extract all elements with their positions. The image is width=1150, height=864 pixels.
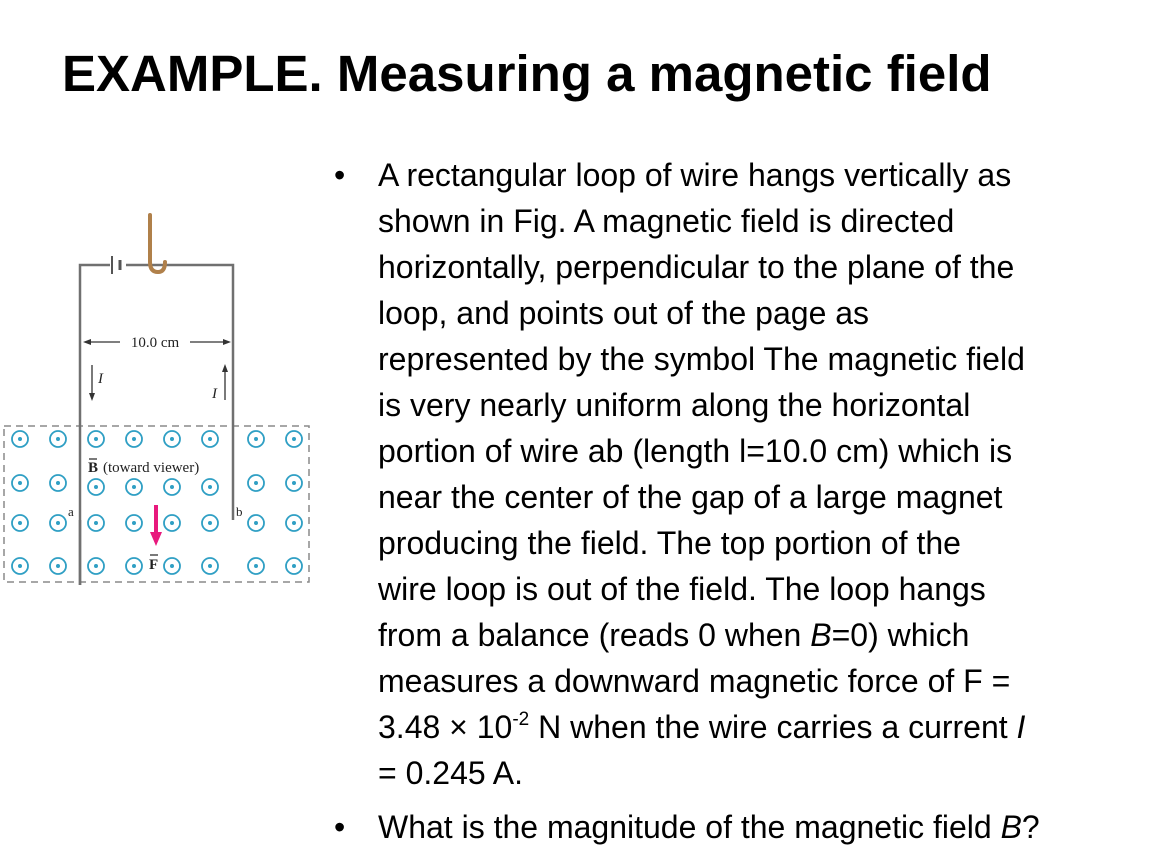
field-dot-icon	[56, 564, 60, 568]
field-dot-icon	[170, 521, 174, 525]
field-dot-icon	[254, 481, 258, 485]
text-line: shown in Fig. A magnetic field is directed	[378, 203, 955, 239]
text-fragment: 3.48 × 10	[378, 709, 513, 745]
text-line	[378, 704, 1118, 750]
field-symbol-grid	[12, 431, 302, 574]
field-dot-icon	[170, 485, 174, 489]
field-dot-icon	[170, 437, 174, 441]
text-line: is very nearly uniform along the horizontal	[378, 387, 971, 423]
field-dot-icon	[18, 521, 22, 525]
field-dot-icon	[56, 521, 60, 525]
text-line: A rectangular loop of wire hangs vertically as	[378, 157, 1012, 193]
text-fragment: What is the magnitude of the magnetic field	[378, 809, 1001, 845]
bullet-list	[334, 152, 1118, 850]
field-dot-icon	[170, 564, 174, 568]
text-line: loop, and points out of the page as	[378, 295, 870, 331]
field-dot-icon	[292, 564, 296, 568]
text-line: wire loop is out of the field. The loop hangs	[378, 571, 986, 607]
text-line: horizontally, perpendicular to the plane of the	[378, 249, 1015, 285]
field-dot-icon	[132, 521, 136, 525]
field-dot-icon	[254, 521, 258, 525]
exponent: -2	[512, 709, 530, 730]
field-dot-icon	[208, 485, 212, 489]
text-line: portion of wire ab (length l=10.0 cm) which is	[378, 433, 1013, 469]
current-up-arrowhead-icon	[222, 364, 228, 372]
variable-B: B	[1000, 809, 1022, 845]
text-line: = 0.245 A.	[378, 755, 524, 791]
text-line	[378, 804, 1118, 850]
dimension-left-arrow-icon	[83, 339, 91, 345]
bullet-problem-statement	[334, 152, 1118, 796]
text-line	[378, 612, 1118, 658]
field-dot-icon	[208, 437, 212, 441]
field-dot-icon	[132, 485, 136, 489]
field-dot-icon	[18, 481, 22, 485]
field-dot-icon	[292, 437, 296, 441]
field-dot-icon	[18, 437, 22, 441]
loop-in-magnetic-field-figure	[0, 200, 320, 600]
current-left-label: I	[98, 371, 103, 387]
current-right-label: I	[212, 386, 217, 402]
point-b-label: b	[236, 504, 243, 519]
text-fragment: ?	[1021, 809, 1040, 845]
width-label: 10.0 cm	[130, 335, 180, 351]
current-down-arrowhead-icon	[89, 393, 95, 401]
field-dot-icon	[94, 485, 98, 489]
text-fragment: from a balance (reads 0 when	[378, 617, 811, 653]
bullet-marker: •	[334, 157, 346, 193]
variable-I: I	[1016, 709, 1026, 745]
bullet-marker: •	[334, 809, 346, 845]
field-dot-icon	[254, 564, 258, 568]
field-label-symbol: B	[88, 460, 99, 476]
field-dot-icon	[208, 564, 212, 568]
field-dot-icon	[292, 521, 296, 525]
slide-title: EXAMPLE. Measuring a magnetic field	[62, 45, 992, 102]
bullet-question	[334, 804, 1118, 850]
text-fragment: N when the wire carries a current	[529, 709, 1017, 745]
dimension-right-arrow-icon	[223, 339, 231, 345]
force-arrowhead-icon	[150, 532, 162, 546]
field-dot-icon	[208, 521, 212, 525]
field-dot-icon	[132, 564, 136, 568]
field-dot-icon	[254, 437, 258, 441]
field-dot-icon	[292, 481, 296, 485]
point-a-label: a	[68, 504, 74, 519]
field-dot-icon	[94, 564, 98, 568]
field-label	[88, 459, 199, 476]
balance-hook-icon	[150, 215, 165, 272]
field-label-caption: (toward viewer)	[103, 460, 200, 476]
text-fragment: =0) which	[831, 617, 970, 653]
field-dot-icon	[132, 437, 136, 441]
field-dot-icon	[56, 437, 60, 441]
figure-svg	[0, 200, 320, 600]
text-line: represented by the symbol The magnetic field	[378, 341, 1025, 377]
field-dot-icon	[18, 564, 22, 568]
force-label: F	[149, 557, 159, 573]
text-line: near the center of the gap of a large magnet	[378, 479, 1003, 515]
field-dot-icon	[56, 481, 60, 485]
text-line: producing the field. The top portion of the	[378, 525, 961, 561]
text-line: measures a downward magnetic force of F =	[378, 663, 1011, 699]
field-dot-icon	[94, 437, 98, 441]
variable-B: B	[810, 617, 832, 653]
field-dot-icon	[94, 521, 98, 525]
